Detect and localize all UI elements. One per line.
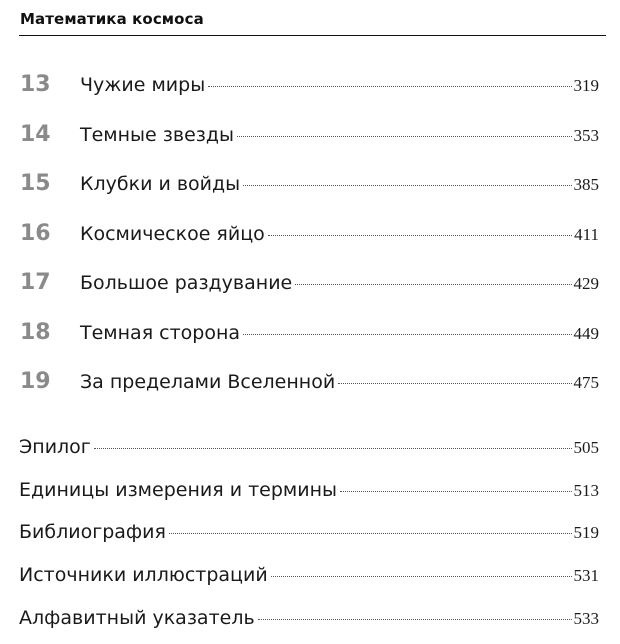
toc-backmatter-row[interactable] [0, 603, 620, 633]
page-number: 429 [573, 274, 599, 293]
toc-backmatter-row[interactable] [0, 475, 620, 505]
chapter-number: 19 [20, 369, 51, 394]
toc-entry [80, 268, 599, 299]
dot-leader [258, 619, 572, 620]
page-number: 319 [573, 76, 599, 95]
toc-entry [19, 432, 599, 463]
page-number: 513 [573, 481, 599, 500]
chapter-title: Большое раздувание [80, 272, 293, 294]
toc-entry [80, 120, 599, 151]
backmatter-title: Эпилог [19, 436, 91, 458]
toc-entry [80, 219, 599, 250]
running-head: Математика космоса [20, 10, 204, 28]
toc-entry [80, 169, 599, 200]
backmatter-title: Источники иллюстраций [19, 564, 268, 586]
toc-chapter-row[interactable] [0, 120, 620, 150]
toc-entry [80, 318, 599, 349]
chapter-number: 13 [20, 72, 51, 97]
page-number: 411 [574, 225, 599, 244]
dot-leader [94, 448, 572, 449]
chapter-title: За пределами Вселенной [80, 371, 336, 393]
page-number: 385 [573, 175, 599, 194]
chapter-number: 18 [20, 320, 51, 345]
dot-leader [340, 491, 571, 492]
dot-leader [338, 383, 571, 384]
page-number: 533 [573, 609, 599, 628]
dot-leader [268, 235, 572, 236]
dot-leader [237, 136, 571, 137]
toc-chapter-row[interactable] [0, 367, 620, 397]
backmatter-title: Библиография [19, 521, 166, 543]
page-number: 519 [573, 523, 599, 542]
chapter-title: Темные звезды [80, 124, 235, 146]
chapter-title: Космическое яйцо [80, 223, 265, 245]
toc-chapter-row[interactable] [0, 268, 620, 298]
chapter-title: Клубки и войды [80, 173, 241, 195]
toc-entry [19, 475, 599, 506]
toc-backmatter-row[interactable] [0, 560, 620, 590]
toc-entry [19, 603, 599, 634]
dot-leader [243, 334, 571, 335]
backmatter-title: Алфавитный указатель [19, 607, 255, 629]
header-rule [19, 35, 606, 36]
chapter-title: Темная сторона [80, 322, 241, 344]
page-number: 449 [573, 324, 599, 343]
dot-leader [169, 533, 572, 534]
toc-entry [19, 517, 599, 548]
chapter-number: 15 [20, 171, 51, 196]
dot-leader [295, 284, 571, 285]
toc-entry [80, 70, 599, 101]
toc-chapter-row[interactable] [0, 169, 620, 199]
chapter-title: Чужие миры [80, 74, 206, 96]
dot-leader [208, 86, 571, 87]
chapter-number: 14 [20, 122, 51, 147]
chapter-number: 16 [20, 221, 51, 246]
toc-entry [19, 560, 599, 591]
chapter-number: 17 [20, 270, 51, 295]
page-number: 353 [573, 126, 599, 145]
toc-chapter-row[interactable] [0, 70, 620, 100]
toc-chapter-row[interactable] [0, 219, 620, 249]
toc-entry [80, 367, 599, 398]
page-number: 505 [573, 438, 599, 457]
toc-chapter-row[interactable] [0, 318, 620, 348]
page-number: 531 [573, 566, 599, 585]
dot-leader [271, 576, 572, 577]
dot-leader [243, 185, 571, 186]
page-number: 475 [573, 373, 599, 392]
toc-backmatter-row[interactable] [0, 517, 620, 547]
toc-backmatter-row[interactable] [0, 432, 620, 462]
backmatter-title: Единицы измерения и термины [19, 479, 338, 501]
